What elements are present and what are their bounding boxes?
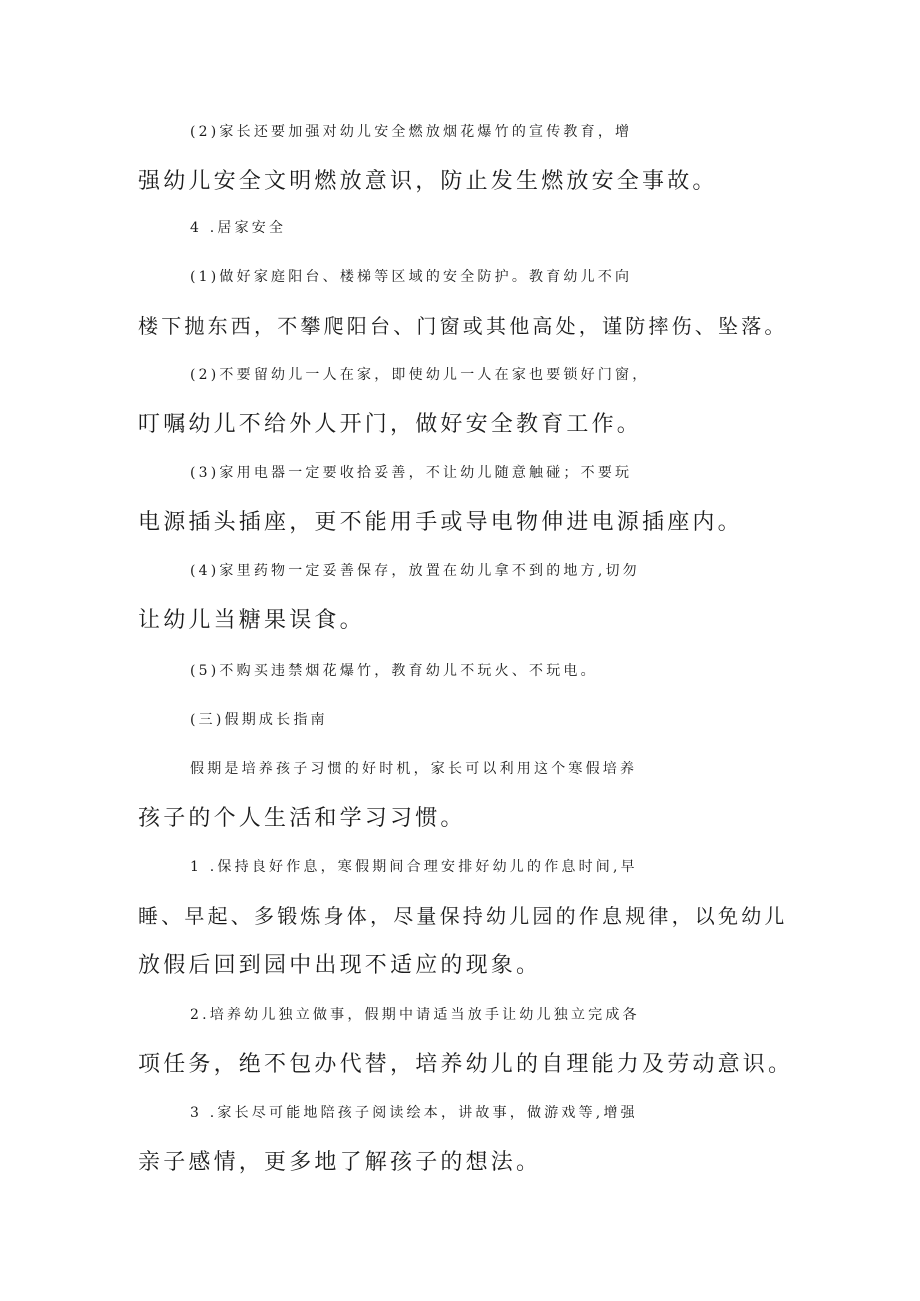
paragraph-no-fireworks (138, 647, 798, 696)
heading-line: 4 .居家安全 (190, 220, 287, 236)
paragraph-line: 放假后回到园中出现不适应的现象。 (138, 953, 542, 978)
paragraph-line: 孩子的个人生活和学习习惯。 (138, 806, 466, 831)
paragraph-line: (5)不购买违禁烟花爆竹，教育幼儿不玩火、不玩电。 (190, 663, 598, 679)
paragraph-line: 2.培养幼儿独立做事，假期中请适当放手让幼儿独立完成各 (190, 1007, 640, 1023)
paragraph-line: 强幼儿安全文明燃放意识，防止发生燃放安全事故。 (138, 169, 718, 194)
paragraph-line: 电源插头插座，更不能用手或导电物伸进电源插座内。 (138, 510, 743, 535)
paragraph-line: 1 .保持良好作息，寒假期间合理安排好幼儿的作息时间,早 (190, 859, 638, 875)
paragraph-line: 项任务，绝不包办代替，培养幼儿的自理能力及劳动意识。 (138, 1052, 794, 1077)
paragraph-medicine-storage (138, 547, 798, 645)
paragraph-line: (2)家长还要加强对幼儿安全燃放烟花爆竹的宣传教育，增 (190, 124, 633, 140)
paragraph-sleep-schedule (138, 843, 798, 990)
paragraph-line: (2)不要留幼儿一人在家，即使幼儿一人在家也要锁好门窗， (190, 367, 650, 383)
paragraph-line: (4)家里药物一定妥善保存，放置在幼儿拿不到的地方,切勿 (190, 563, 640, 579)
section-heading-growth-guide (138, 696, 798, 745)
paragraph-line: 亲子感情，更多地了解孩子的想法。 (138, 1150, 542, 1175)
heading-line: (三)假期成长指南 (190, 712, 328, 728)
paragraph-electrical-safety (138, 449, 798, 547)
paragraph-independence (138, 991, 798, 1089)
paragraph-fireworks-education (138, 108, 798, 206)
paragraph-line: 3 .家长尽可能地陪孩子阅读绘本，讲故事，做游戏等,增强 (190, 1105, 638, 1121)
paragraph-reading-together (138, 1089, 798, 1187)
paragraph-line: (1)做好家庭阳台、楼梯等区域的安全防护。教育幼儿不向 (190, 269, 633, 285)
paragraph-line: 叮嘱幼儿不给外人开门，做好安全教育工作。 (138, 412, 643, 437)
paragraph-line: 假期是培养孩子习惯的好时机，家长可以利用这个寒假培养 (190, 761, 638, 777)
section-heading-home-safety (138, 204, 798, 253)
paragraph-holiday-habits (138, 745, 798, 843)
paragraph-line: 睡、早起、多锻炼身体，尽量保持幼儿园的作息规律，以免幼儿 (138, 904, 788, 928)
paragraph-line: 楼下抛东西，不攀爬阳台、门窗或其他高处，谨防摔伤、坠落。 (138, 314, 788, 338)
paragraph-line: (3)家用电器一定要收拾妥善，不让幼儿随意触碰；不要玩 (190, 465, 633, 481)
paragraph-home-alone (138, 351, 798, 449)
paragraph-balcony-safety (138, 253, 798, 351)
paragraph-line: 让幼儿当糖果误食。 (138, 608, 365, 633)
